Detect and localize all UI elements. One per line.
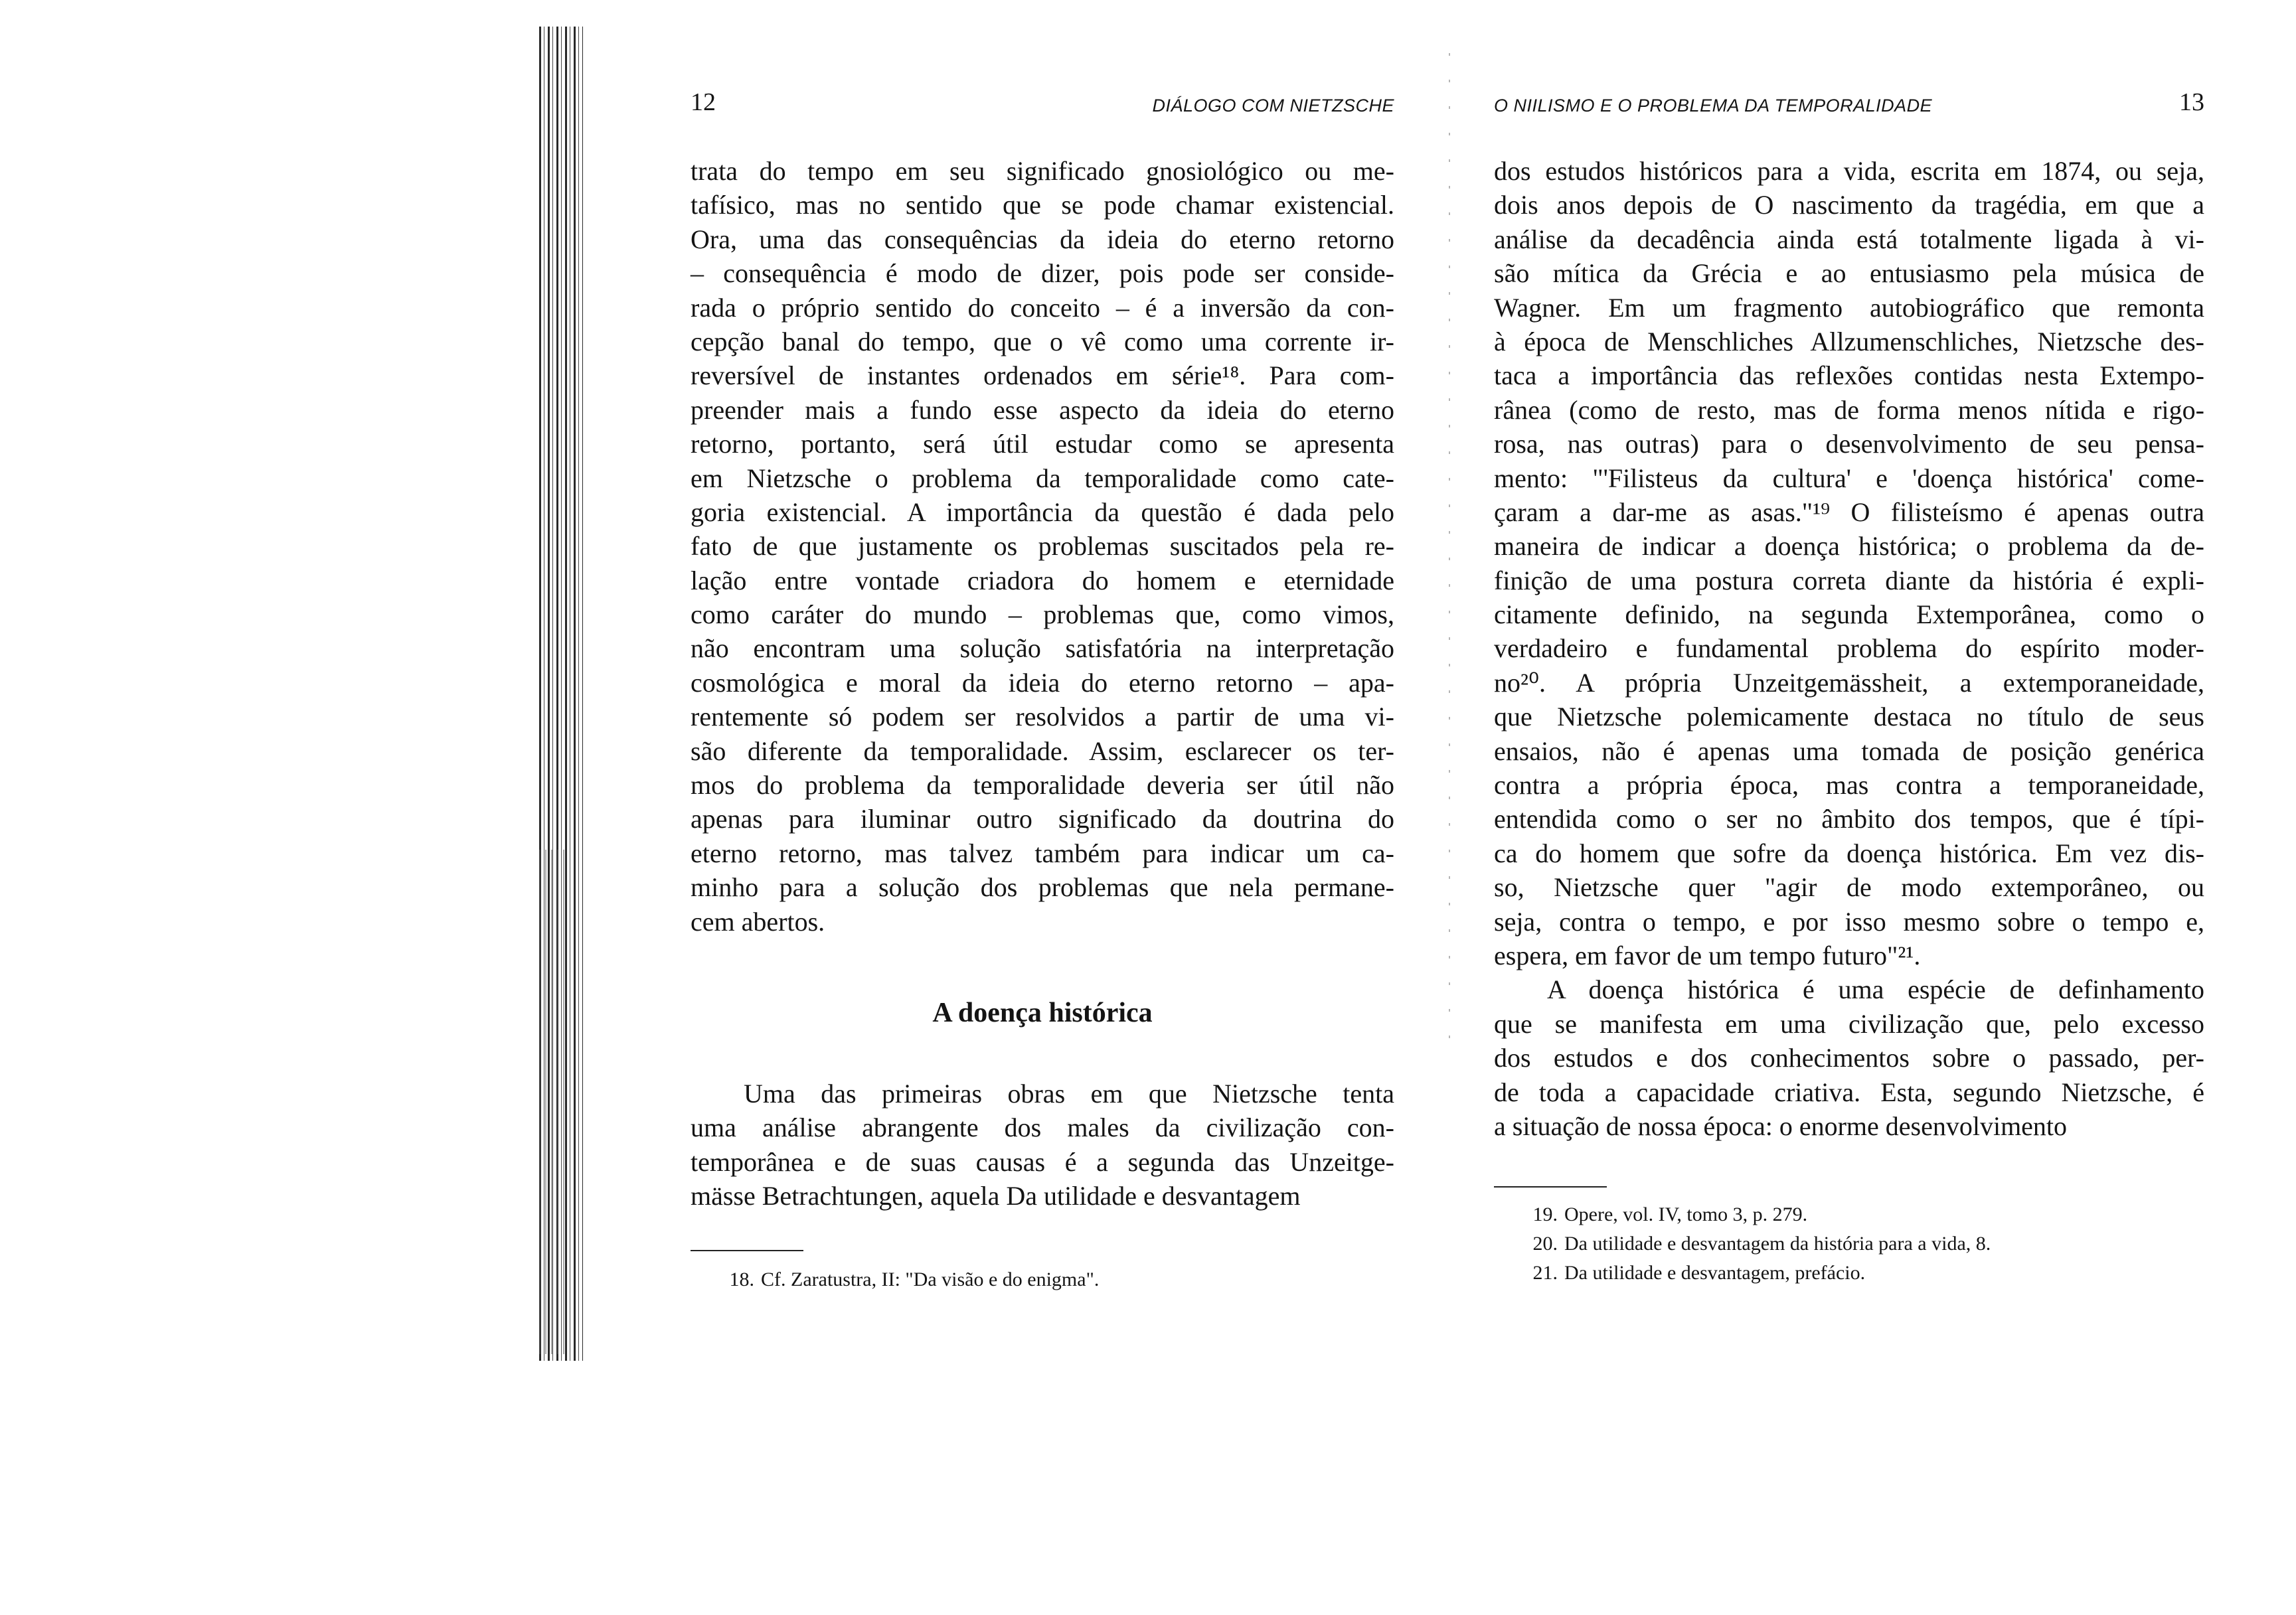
footnote <box>1520 1259 1991 1288</box>
paragraph <box>1494 154 2204 972</box>
footnotes <box>1520 1200 1991 1288</box>
text-line: espera, em favor de um tempo futuro"²¹. <box>1494 940 1921 970</box>
footnote <box>717 1265 1099 1294</box>
paragraph <box>691 154 1394 939</box>
scanner-edge-artifact-lower <box>539 850 566 1354</box>
text-line: seja, contra o tempo, e por isso mesmo sobre o tempo e, <box>1494 906 2204 937</box>
text-line: que Nietzsche polemicamente destaca no título de seus <box>1494 702 2204 732</box>
text-line: verdadeiro e fundamental problema do espírito moder- <box>1494 633 2204 664</box>
text-line: Wagner. Em um fragmento autobiográfico que remonta <box>1494 292 2204 323</box>
text-line: A doença histórica é uma espécie de definhamento <box>1547 974 2204 1005</box>
footnote-text: Da utilidade e desvantagem da história para a vida, 8. <box>1564 1233 1991 1255</box>
right-running-head <box>1494 88 2204 121</box>
text-line: no²⁰. A própria Unzeitgemässheit, a extemporaneidade, <box>1494 667 2204 698</box>
footnote <box>1520 1200 1991 1229</box>
text-line: ca do homem que sofre da doença histórica. Em vez dis- <box>1494 838 2204 868</box>
text-line: cosmológica e moral da ideia do eterno retorno – apa- <box>691 667 1394 698</box>
footnote-separator <box>691 1250 803 1251</box>
text-line: análise da decadência ainda está totalmente ligada à vi- <box>1494 224 2204 254</box>
text-line: trata do tempo em seu significado gnosiológico ou me- <box>691 156 1394 186</box>
text-line: são mítica da Grécia e ao entusiasmo pela música de <box>1494 258 2204 289</box>
footnote-number: 21. <box>1532 1262 1558 1284</box>
text-line: em Nietzsche o problema da temporalidade como cate- <box>691 463 1394 493</box>
text-line: maneira de indicar a doença histórica; o problema da de- <box>1494 531 2204 562</box>
text-line: finição de uma postura correta diante da história é expli- <box>1494 565 2204 595</box>
paragraph <box>1494 972 2204 1143</box>
text-line: preender mais a fundo esse aspecto da ideia do eterno <box>691 394 1394 425</box>
text-line: mos do problema da temporalidade deveria ser útil não <box>691 770 1394 801</box>
page-number: 13 <box>2179 88 2204 116</box>
footnote <box>1520 1229 1991 1259</box>
text-line: eterno retorno, mas talvez também para indicar um ca- <box>691 838 1394 868</box>
text-line: que se manifesta em uma civilização que, pelo excesso <box>1494 1008 2204 1039</box>
text-line: mento: "'Filisteus da cultura' e 'doença histórica' come- <box>1494 463 2204 493</box>
left-running-head <box>691 88 1394 121</box>
text-line: como caráter do mundo – problemas que, como vimos, <box>691 599 1394 630</box>
footnote-text: Da utilidade e desvantagem, prefácio. <box>1564 1262 1866 1284</box>
text-line: Uma das primeiras obras em que Nietzsche tenta <box>744 1078 1394 1109</box>
text-line: cem abertos. <box>691 906 825 937</box>
running-title: DIÁLOGO COM NIETZSCHE <box>1152 96 1394 115</box>
text-line: taca a importância das reflexões contidas nesta Extempo- <box>1494 360 2204 391</box>
footnote-text: Opere, vol. IV, tomo 3, p. 279. <box>1564 1203 1808 1225</box>
text-line: retorno, portanto, será útil estudar como se apresenta <box>691 429 1394 459</box>
text-line: temporânea e de suas causas é a segunda das Unzeitge- <box>691 1146 1394 1177</box>
text-line: de toda a capacidade criativa. Esta, segundo Nietzsche, é <box>1494 1077 2204 1107</box>
text-line: a situação de nossa época: o enorme desenvolvimento <box>1494 1111 2068 1141</box>
footnote-text: Cf. Zaratustra, II: "Da visão e do enigma". <box>761 1269 1100 1290</box>
text-line: dos estudos históricos para a vida, escrita em 1874, ou seja, <box>1494 156 2204 186</box>
text-line: dois anos depois de O nascimento da tragédia, em que a <box>1494 190 2204 220</box>
text-line: mässe Betrachtungen, aquela Da utilidade e desvantagem <box>691 1181 1301 1211</box>
footnotes <box>717 1265 1099 1294</box>
text-line: dos estudos e dos conhecimentos sobre o passado, per- <box>1494 1043 2204 1073</box>
footnote-number: 19. <box>1532 1203 1558 1225</box>
text-line: çaram a dar-me as asas."¹⁹ O filisteísmo é apenas outra <box>1494 497 2204 527</box>
text-line: rada o próprio sentido do conceito – é a inversão da con- <box>691 292 1394 323</box>
text-line: rentemente só podem ser resolvidos a partir de uma vi- <box>691 702 1394 732</box>
left-body-text <box>691 154 1394 1213</box>
text-line: ensaios, não é apenas uma tomada de posição genérica <box>1494 735 2204 766</box>
text-line: – consequência é modo de dizer, pois pode ser conside- <box>691 258 1394 289</box>
footnote-number: 18. <box>729 1269 754 1290</box>
text-line: entendida como o ser no âmbito dos tempos, que é típi- <box>1494 804 2204 834</box>
text-line: rosa, nas outras) para o desenvolvimento de seu pensa- <box>1494 429 2204 459</box>
text-line: minho para a solução dos problemas que nela permane- <box>691 872 1394 903</box>
text-line: são diferente da temporalidade. Assim, esclarecer os ter- <box>691 735 1394 766</box>
text-line: reversível de instantes ordenados em série¹⁸. Para com- <box>691 360 1394 391</box>
text-line: citamente definido, na segunda Extemporânea, como o <box>1494 599 2204 630</box>
text-line: so, Nietzsche quer "agir de modo extemporâneo, ou <box>1494 872 2204 903</box>
book-gutter <box>1449 53 1450 1049</box>
text-line: goria existencial. A importância da questão é dada pelo <box>691 497 1394 527</box>
running-title: O NIILISMO E O PROBLEMA DA TEMPORALIDADE <box>1494 96 1933 115</box>
section-heading: A doença histórica <box>932 997 1153 1028</box>
right-page <box>1494 0 2204 1615</box>
paragraph <box>691 1077 1394 1213</box>
text-line: uma análise abrangente dos males da civilização con- <box>691 1113 1394 1143</box>
text-line: contra a própria época, mas contra a temporaneidade, <box>1494 770 2204 801</box>
text-line: não encontram uma solução satisfatória na interpretação <box>691 633 1394 664</box>
text-line: tafísico, mas no sentido que se pode chamar existencial. <box>691 190 1394 220</box>
right-body-text <box>1494 154 2204 1143</box>
left-page <box>691 0 1394 1615</box>
text-line: lação entre vontade criadora do homem e eternidade <box>691 565 1394 595</box>
footnote-separator <box>1494 1186 1607 1188</box>
page-number: 12 <box>691 88 716 116</box>
text-line: cepção banal do tempo, que o vê como uma corrente ir- <box>691 326 1394 356</box>
text-line: apenas para iluminar outro significado da doutrina do <box>691 804 1394 834</box>
text-line: à época de Menschliches Allzumenschliches, Nietzsche des- <box>1494 326 2204 356</box>
text-line: Ora, uma das consequências da ideia do eterno retorno <box>691 224 1394 254</box>
footnote-number: 20. <box>1532 1233 1558 1255</box>
text-line: rânea (como de resto, mas de forma menos nítida e rigo- <box>1494 394 2204 425</box>
text-line: fato de que justamente os problemas suscitados pela re- <box>691 531 1394 562</box>
